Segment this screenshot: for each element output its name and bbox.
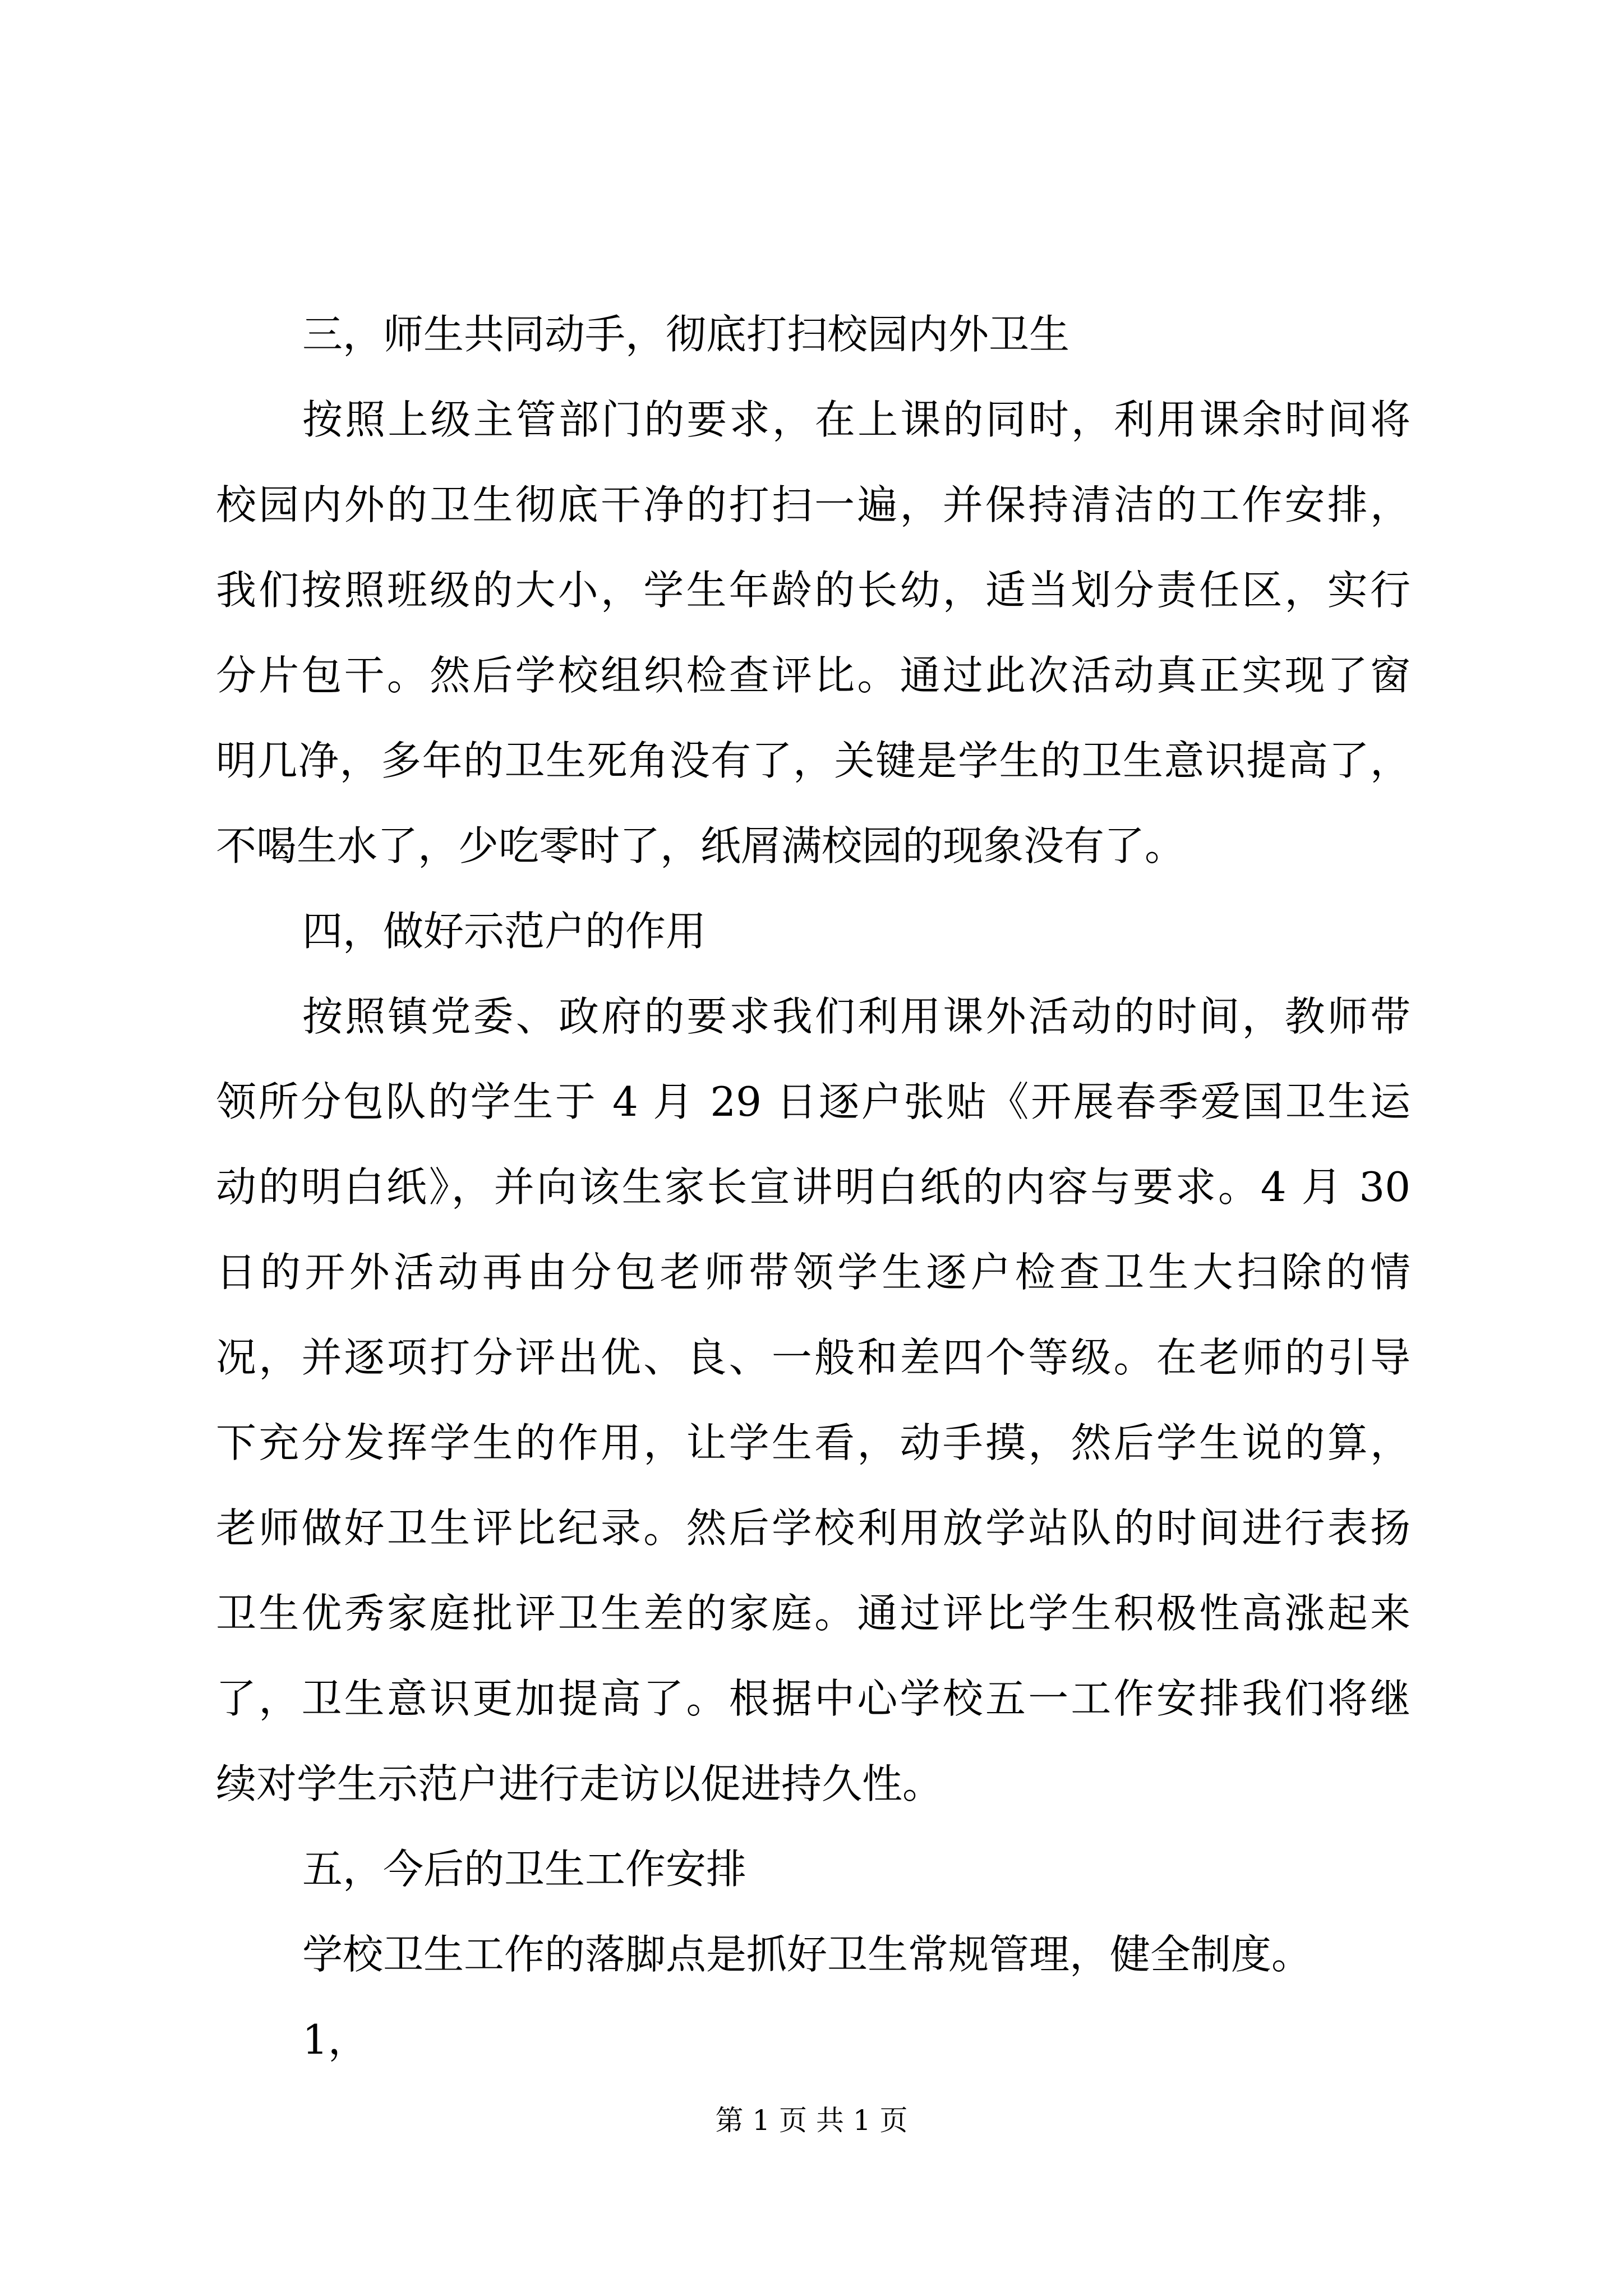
text-line: 动的明白纸》，并向该生家长宣讲明白纸的内容与要求。4 月 30 bbox=[216, 1163, 1410, 1211]
page-footer: 第 1 页 共 1 页 bbox=[715, 2104, 908, 2137]
text-line: 不喝生水了，少吃零时了，纸屑满校园的现象没有了。 bbox=[216, 822, 1186, 869]
text-line: 了，卫生意识更加提高了。根据中心学校五一工作安排我们将继 bbox=[216, 1675, 1410, 1722]
text-line: 按照镇党委、政府的要求我们利用课外活动的时间，教师带 bbox=[302, 993, 1410, 1040]
text-line: 我们按照班级的大小，学生年龄的长幼，适当划分责任区，实行 bbox=[216, 567, 1410, 614]
text-line: 校园内外的卫生彻底干净的打扫一遍，并保持清洁的工作安排， bbox=[216, 481, 1410, 528]
text-line: 领所分包队的学生于 4 月 29 日逐户张贴《开展春季爱国卫生运 bbox=[216, 1078, 1410, 1125]
text-line: 续对学生示范户进行走访以促进持久性。 bbox=[216, 1760, 943, 1807]
text-line: 老师做好卫生评比纪录。然后学校利用放学站队的时间进行表扬 bbox=[216, 1504, 1410, 1552]
text-line: 况，并逐项打分评出优、良、一般和差四个等级。在老师的引导 bbox=[216, 1334, 1410, 1381]
text-line: 日的开外活动再由分包老师带领学生逐户检查卫生大扫除的情 bbox=[216, 1249, 1410, 1296]
text-line: 分片包干。然后学校组织检查评比。通过此次活动真正实现了窗 bbox=[216, 652, 1410, 699]
text-line: 明几净，多年的卫生死角没有了，关键是学生的卫生意识提高了， bbox=[216, 737, 1410, 784]
text-line: 下充分发挥学生的作用，让学生看，动手摸，然后学生说的算， bbox=[216, 1419, 1410, 1466]
text-line: 五，今后的卫生工作安排 bbox=[302, 1846, 747, 1893]
text-line: 按照上级主管部门的要求，在上课的同时，利用课余时间将 bbox=[302, 396, 1410, 443]
text-line: 学校卫生工作的落脚点是抓好卫生常规管理，健全制度。 bbox=[302, 1931, 1312, 1978]
text-line: 卫生优秀家庭批评卫生差的家庭。通过评比学生积极性高涨起来 bbox=[216, 1590, 1410, 1637]
text-line: 1， bbox=[302, 2016, 368, 2063]
document-body bbox=[216, 292, 1410, 2082]
text-line: 四，做好示范户的作用 bbox=[302, 908, 707, 955]
text-line: 三，师生共同动手，彻底打扫校园内外卫生 bbox=[302, 311, 1070, 358]
